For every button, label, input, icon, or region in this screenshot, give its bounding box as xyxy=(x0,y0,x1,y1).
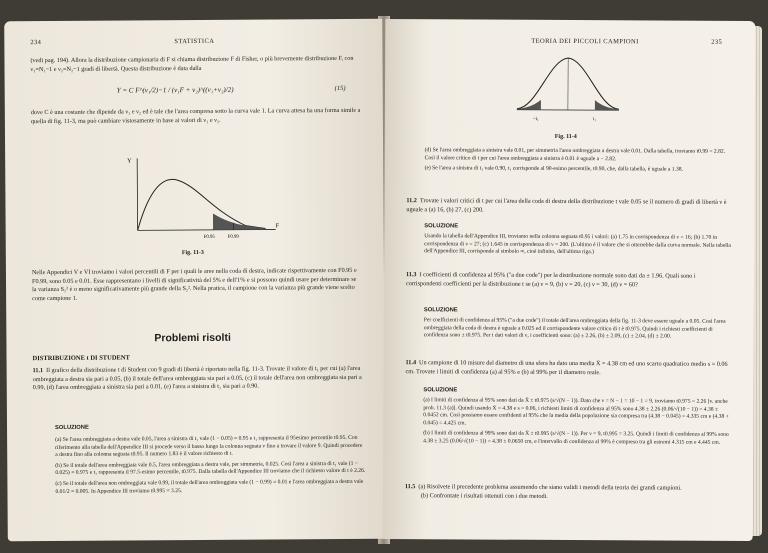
solution-11-4 xyxy=(423,397,731,450)
problem-11-3 xyxy=(406,271,732,290)
problem-11-3-number: 11.3 xyxy=(406,271,417,279)
solution-11-1 xyxy=(55,435,365,499)
f-distribution-equation: Y = C F^(ν₁/2)−1 / (ν₁F + ν₂)^((ν₁+ν₂)/2) xyxy=(116,85,234,95)
solution-11-3: Per coefficienti di confidenza al 95% ("a due code") il totale dell'area ombreggiata della fig. 11-3 deve essere uguale a 0.05. Così l'area ombreggiata della coda di destra è uguale a 0.025 ed il corrispondente valore critico di t è t0.975. Quindi i richiesti coefficienti di confidenza sono ± t0.975. Per i dati valori di ν, i coefficienti sono: (a) ± 2.26, (b) ± 2.09, (c) ± 2.04, (d) ± 2.00. xyxy=(423,317,726,340)
right-running-head: TEORIA DEI PICCOLI CAMPIONI xyxy=(531,37,639,46)
solution-11-2: Usando la tabella dell'Appendice III, troviamo nella colonna segnata t0.95 i valori: (a) 1.75 in corrispondenza di ν = 16; (b) 1.70 in corrispondenza di ν = 27; (c) 1.645 in corrispondenza di ν = 200. (L'ultimo è il valore che si otterrebbe dalla curva normale. Nella tabella dell'Appendice III, corrisponde al simbolo ∞, cioè infinito, dell'ultima riga.) xyxy=(424,233,731,256)
problem-11-3-text: I coefficienti di confidenza al 95% ("a due code") per la distribuzione normale sono dati da ± 1.96. Quali sono i corrispondenti coefficienti per la distribuzione t se (a) ν = 9, (b) ν = 20, (c) ν = 30, (d) ν = 60? xyxy=(405,271,696,288)
section-title: Problemi risolti xyxy=(154,331,231,345)
problem-11-1-number: 11.1 xyxy=(32,367,44,375)
problem-11-5 xyxy=(405,483,731,502)
left-page xyxy=(4,19,386,542)
solution-label-11-2: SOLUZIONE xyxy=(424,223,459,230)
problem-11-4-text: Un campione di 10 misure del diametro di una sfera ha dato una media X̄ = 4.38 cm ed uno scarto quadratico medio s = 0.06 cm. Trovate i limiti di confidenza (a) al 95% e (b) al 99% per il diametro reale. xyxy=(405,359,728,376)
problem-11-2 xyxy=(406,197,732,216)
t-distribution-figure xyxy=(513,50,623,131)
solution-11-1-b: (b) Se il totale dell'area ombreggiata vale 0.5, l'area ombreggiata a destra vale, per simmetria, 0.025. Così l'area a sinistra di t₁ vale (1 − 0.025) = 0.975 e t₁ rappresenta il 97.5-esimo percentile, t0.975. Dalla tabella dell'Appendice III troviamo che il richiesto valore di t è 2.26. xyxy=(55,460,366,477)
fig4-tick-right: t₁ xyxy=(592,117,596,123)
problem-11-5-a: (a) Risolvete il precedente problema assumendo che siano validi i metodi della teoria dei grandi campioni. xyxy=(418,483,682,492)
fig3-caption: Fig. 11-3 xyxy=(181,249,204,257)
problem-11-1-text: Il grafico della distribuzione t di Student con 9 gradi di libertà è riportato nella fig. 11-3. Trovate il valore di t₁ per cui (a) l'area ombreggiata a destra sia pari a 0.05, (b) il totale dell'area ombreggiata sia pari a 0.05, (c) il totale dell'area non ombreggiata sia pari a 0.99, (d) l'area ombreggiata a sinistra sia pari a 0.01, (e) l'area a sinistra di t₁ sia pari a 0.90. xyxy=(32,364,362,392)
problem-11-4 xyxy=(405,359,731,378)
fig3-tick-095: F0.95 xyxy=(203,234,215,240)
fig3-tick-099: F0.99 xyxy=(227,234,239,240)
problem-11-4-number: 11.4 xyxy=(405,359,417,367)
solution-label-11-4: SOLUZIONE xyxy=(423,387,458,394)
solution-11-1-a: (a) Se l'area ombreggiata a destra vale 0.05, l'area a sinistra di t₁ vale (1 − 0.05) = 0.95 e t₁ rappresenta il 95esimo percentile t0.95. Con riferimento alla tabella dell'Appendice III si procede verso il basso lungo la colonna segnata ν fino a trovare il valore 9. Quindi procedere a destra fino alla colonna segnata t0.95. Il numero 1.83 è il valore richiesto di t. xyxy=(55,434,363,459)
solution-label-11-1: SOLUZIONE xyxy=(55,424,89,431)
solution-label-11-3: SOLUZIONE xyxy=(423,307,458,314)
solution-11-1-continued xyxy=(425,147,733,177)
right-page-number: 235 xyxy=(711,38,723,46)
after-equation-paragraph: dove C è una costante che dipende da ν₁ e ν₂ ed è tale che l'area compresa sotto la curva vale 1. La curva attesa ha una forma simile a quella di fig. 11-3, ma può cambiare vistosamente in base ai valori di ν₁ e ν₂. xyxy=(30,106,361,125)
intro-paragraph: (vedi pag. 194). Allora la distribuzione campionaria di F si chiama distribuzione F di Fisher, o più brevemente distribuzione F, con ν₁=N₁−1 e ν₂=N₂−1 gradi di libertà. Questa distribuzione è data dalla xyxy=(30,54,354,73)
problem-11-5-number: 11.5 xyxy=(404,483,416,491)
right-page xyxy=(383,19,756,541)
fig4-tick-left: −t₁ xyxy=(532,116,539,122)
solution-11-1-d: (d) Se l'area ombreggiata a sinistra vale 0.01, per simmetria l'area ombreggiata a destra vale 0.01. Dalla tabella, troviamo t0.99 = 2.82. Così il valore critico di t per cui l'area ombreggiata a sinistra è 0.01 è uguale a − 2.82. xyxy=(424,147,726,162)
appendix-paragraph: Nelle Appendici V e VI troviamo i valori percentili di F per i quali le aree nella coda di destra, indicate rispettivamente con F0.95 e F0.99, sono 0.05 e 0.01. Esse rappresentano i livelli di significatività del 5% e dell'1% e si possono quindi usare per determinare se la varianza S₁² è o meno significativamente più grande della S₂². Nella pratica, il campione con la varianza più grande viene scelto come campione 1. xyxy=(31,266,357,302)
fig3-y-label: Y xyxy=(127,158,132,165)
f-distribution-figure xyxy=(115,147,286,248)
solution-11-4-b: (b) I limiti di confidenza al 99% sono dati da X̄ ± t0.995 (s/√(N − 1)). Per ν = 9, t0.995 = 3.25. Quindi i limiti di confidenza al 99% sono 4.38 ± 3.25 (0.06/√(10 − 1)) = 4.38 ± 0.0650 cm, e l'intervallo di confidenza al 99% è compreso tra gli estremi 4.315 cm e 4.445 cm. xyxy=(423,430,729,446)
solution-11-1-e: (e) Se l'area a sinistra di t₁ vale 0.90, t₁ corrisponde al 90-esimo percentile, t0.90, che, dalla tabella, è uguale a 1.38. xyxy=(424,165,684,173)
fig3-x-label: F xyxy=(275,223,279,230)
problem-11-2-text: Trovate i valori critici di t per cui l'area della coda di destra della distribuzione t vale 0.05 se il numero di gradi di libertà ν è uguale a (a) 16, (b) 27, (c) 200. xyxy=(406,197,727,214)
solution-11-1-c: (c) Se il totale dell'area non ombreggiata vale 0.99, il totale dell'area ombreggiata vale (1 − 0.99) = 0.01 e l'area ombreggiata a destra vale 0.01/2 = 0.005. In Appendice III troviamo t0.995 = 3.25. xyxy=(55,478,364,495)
subsection-title: DISTRIBUZIONE t DI STUDENT xyxy=(32,354,130,363)
fig4-caption: Fig. 11-4 xyxy=(554,133,577,141)
left-running-head: STATISTICA xyxy=(174,37,215,46)
problem-11-5-b: (b) Confrontate i risultati ottenuti con i due metodi. xyxy=(420,491,548,500)
problem-11-1 xyxy=(33,365,365,393)
left-page-number: 234 xyxy=(30,39,42,47)
equation-number: (15) xyxy=(334,84,346,93)
solution-11-4-a: (a) I limiti di confidenza al 95% sono dati da X̄ ± t0.975 (s/√(N − 1)). Dato che ν = N − 1 = 10 − 1 = 9, troviamo t0.975 = 2.26 [v. anche prob. 11.3 (a)]. Quindi usando X̄ = 4.38 e s = 0.06, i richiesti limiti di confidenza al 95% sono 4.38 ± 2.26 (0.06/√(10 − 1)) = 4.38 ± 0.0452 cm. Così possiamo essere confidenti al 95% che la media della popolazione sia compresa tra (4.38 − 0.045) = 4.335 cm e (4.38 + 0.045) = 4.425 cm. xyxy=(423,397,729,427)
problem-11-2-number: 11.2 xyxy=(406,197,417,205)
